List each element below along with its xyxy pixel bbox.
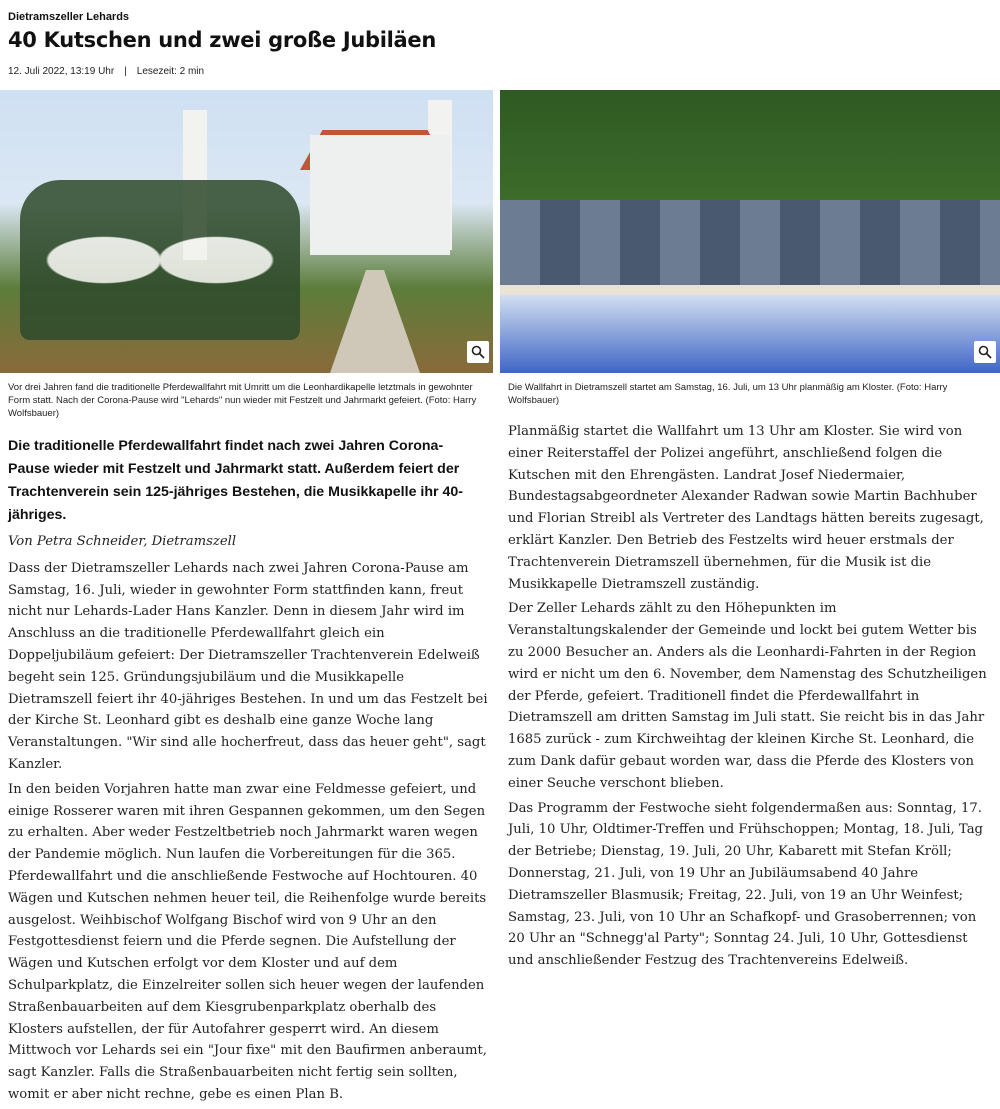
article-title: 40 Kutschen und zwei große Jubiläen <box>8 28 436 52</box>
photo-brass-band[interactable] <box>500 90 1000 373</box>
image-caption: Vor drei Jahren fand die traditionelle Pferdewallfahrt mit Umritt um die Leonhardikapelle letztmals in gewohnter Form statt. Nach der Corona-Pause wird "Lehards" nun wieder mit Festzelt und Jahrmarkt gefeiert. (Foto: Harry Wolfsbauer) <box>8 382 477 419</box>
body-paragraph: Dass der Dietramszeller Lehards nach zwei Jahren Corona-Pause am Samstag, 16. Juli, wieder in gewohnter Form stattfinden kann, freut nicht nur Lehards-Lader Hans Kanzler. Denn in diesem Jahr wird im Anschluss an die traditionelle Pferdewallfahrt gleich ein Doppeljubiläum gefeiert: Der Dietramszeller Trachtenverein Edelweiß begeht sein 125. Gründungsjubiläum und die Musikkapelle Dietramszell feiert ihr 40-jähriges Bestehen. In und um das Festzelt bei der Kirche St. Leonhard gibt es deshalb eine ganze Woche lang Veranstaltungen. "Wir sind alle hocherfreut, dass das heuer geht", sagt Kanzler. <box>8 560 488 772</box>
church <box>310 135 450 255</box>
people-in-carriage <box>20 180 300 340</box>
article-lead: Die traditionelle Pferdewallfahrt findet nach zwei Jahren Corona-Pause wieder mit Festzelt und Jahrmarkt statt. Außerdem feiert der Trachtenverein sein 125-jähriges Bestehen, die Musikkapelle ihr 40-jähriges. <box>8 438 463 523</box>
enlarge-image-button[interactable] <box>467 341 489 363</box>
magnifier-icon <box>978 345 992 359</box>
publish-date: 12. Juli 2022, 13:19 Uhr <box>8 66 115 77</box>
path <box>330 270 420 373</box>
musicians <box>500 200 1000 290</box>
image-caption: Die Wallfahrt in Dietramszell startet am Samstag, 16. Juli, um 13 Uhr planmäßig am Kloster. (Foto: Harry Wolfsbauer) <box>508 382 948 406</box>
article-body-right <box>508 421 994 975</box>
article-meta <box>8 66 204 77</box>
magnifier-icon <box>471 345 485 359</box>
enlarge-image-button[interactable] <box>974 341 996 363</box>
birch-fence <box>500 285 1000 295</box>
meta-separator: | <box>124 66 127 77</box>
body-paragraph: In den beiden Vorjahren hatte man zwar eine Feldmesse gefeiert, und einige Rosserer waren mit ihren Gespannen gekommen, um den Segen zu erhalten. Aber weder Festzeltbetrieb noch Jahrmarkt waren wegen der Pandemie möglich. Nun laufen die Vorbereitungen für die 365. Pferdewallfahrt und die anschließende Festwoche auf Hochtouren. 40 Wägen und Kutschen nehmen heuer teil, die Reihenfolge wurde bereits ausgelost. Weihbischof Wolfgang Bischof wird von 9 Uhr an den Festgottesdienst feiern und die Pferde segnen. Die Aufstellung der Wägen und Kutschen erfolgt vor dem Kloster und auf dem Schulparkplatz, die Einzelreiter sollen sich heuer wegen der laufenden Straßenbauarbeiten auf dem Kiesgrubenparkplatz oberhalb des Klosters aufstellen, der für Autofahrer gesperrt wird. An diesem Mittwoch vor Lehards sei ein "Jour fixe" mit den Baufirmen anberaumt, sagt Kanzler. Falls die Straßenbauarbeiten nicht fertig sein sollten, womit er aber nicht rechne, gebe es einen Plan B. <box>8 781 487 1102</box>
photo-horse-pilgrimage[interactable] <box>0 90 493 373</box>
body-paragraph: Das Programm der Festwoche sieht folgendermaßen aus: Sonntag, 17. Juli, 10 Uhr, Oldtimer-Treffen und Frühschoppen; Montag, 18. Juli, Tag der Betriebe; Dienstag, 19. Juli, 20 Uhr, Kabarett mit Stefan Kröll; Donnerstag, 21. Juli, von 19 Uhr an Jubiläumsabend 40 Jahre Dietramszeller Blasmusik; Freitag, 22. Juli, von 19 an Uhr Weinfest; Samstag, 23. Juli, von 10 Uhr an Schafkopf- und Grasoberrennen; von 20 Uhr an "Schnegg'al Party"; Sonntag 24. Juli, 10 Uhr, Gottesdienst und anschließender Festzug des Trachtenvereins Edelweiß. <box>508 800 983 969</box>
article-kicker: Dietramszeller Lehards <box>8 11 130 23</box>
body-paragraph: Der Zeller Lehards zählt zu den Höhepunkten im Veranstaltungskalender der Gemeinde und lockt bei gutem Wetter bis zu 2000 Besucher an. Anders als die Leonhardi-Fahrten in der Region wird er nicht um den 6. November, dem Namenstag des Schutzheiligen der Pferde, gefeiert. Traditionell findet die Pferdewallfahrt in Dietramszell am dritten Samstag im Juli statt. Sie reicht bis in das Jahr 1685 zurück - zum Kirchweihtag der kleinen Kirche St. Leonhard, die zum Dank dafür gebaut worden war, dass die Pferde des Klosters von einer Seuche verschont blieben. <box>508 601 987 791</box>
article-body-left <box>8 531 492 1109</box>
reading-time: Lesezeit: 2 min <box>136 66 205 77</box>
body-paragraph: Planmäßig startet die Wallfahrt um 13 Uhr am Kloster. Sie wird von einer Reiterstaffel der Polizei angeführt, anschließend folgen die Kutschen mit den Ehrengästen. Landrat Josef Niedermaier, Bundestagsabgeordneter Alexander Radwan sowie Martin Bachhuber und Florian Streibl als Vertreter des Landtags hätten bereits zugesagt, erklärt Kanzler. Den Betrieb des Festzelts wird heuer erstmals der Trachtenverein Dietramszell übernehmen, für die Musik ist die Musikkapelle Dietramszell zuständig. <box>508 424 984 592</box>
author-byline: Von Petra Schneider, Dietramszell <box>8 534 237 549</box>
